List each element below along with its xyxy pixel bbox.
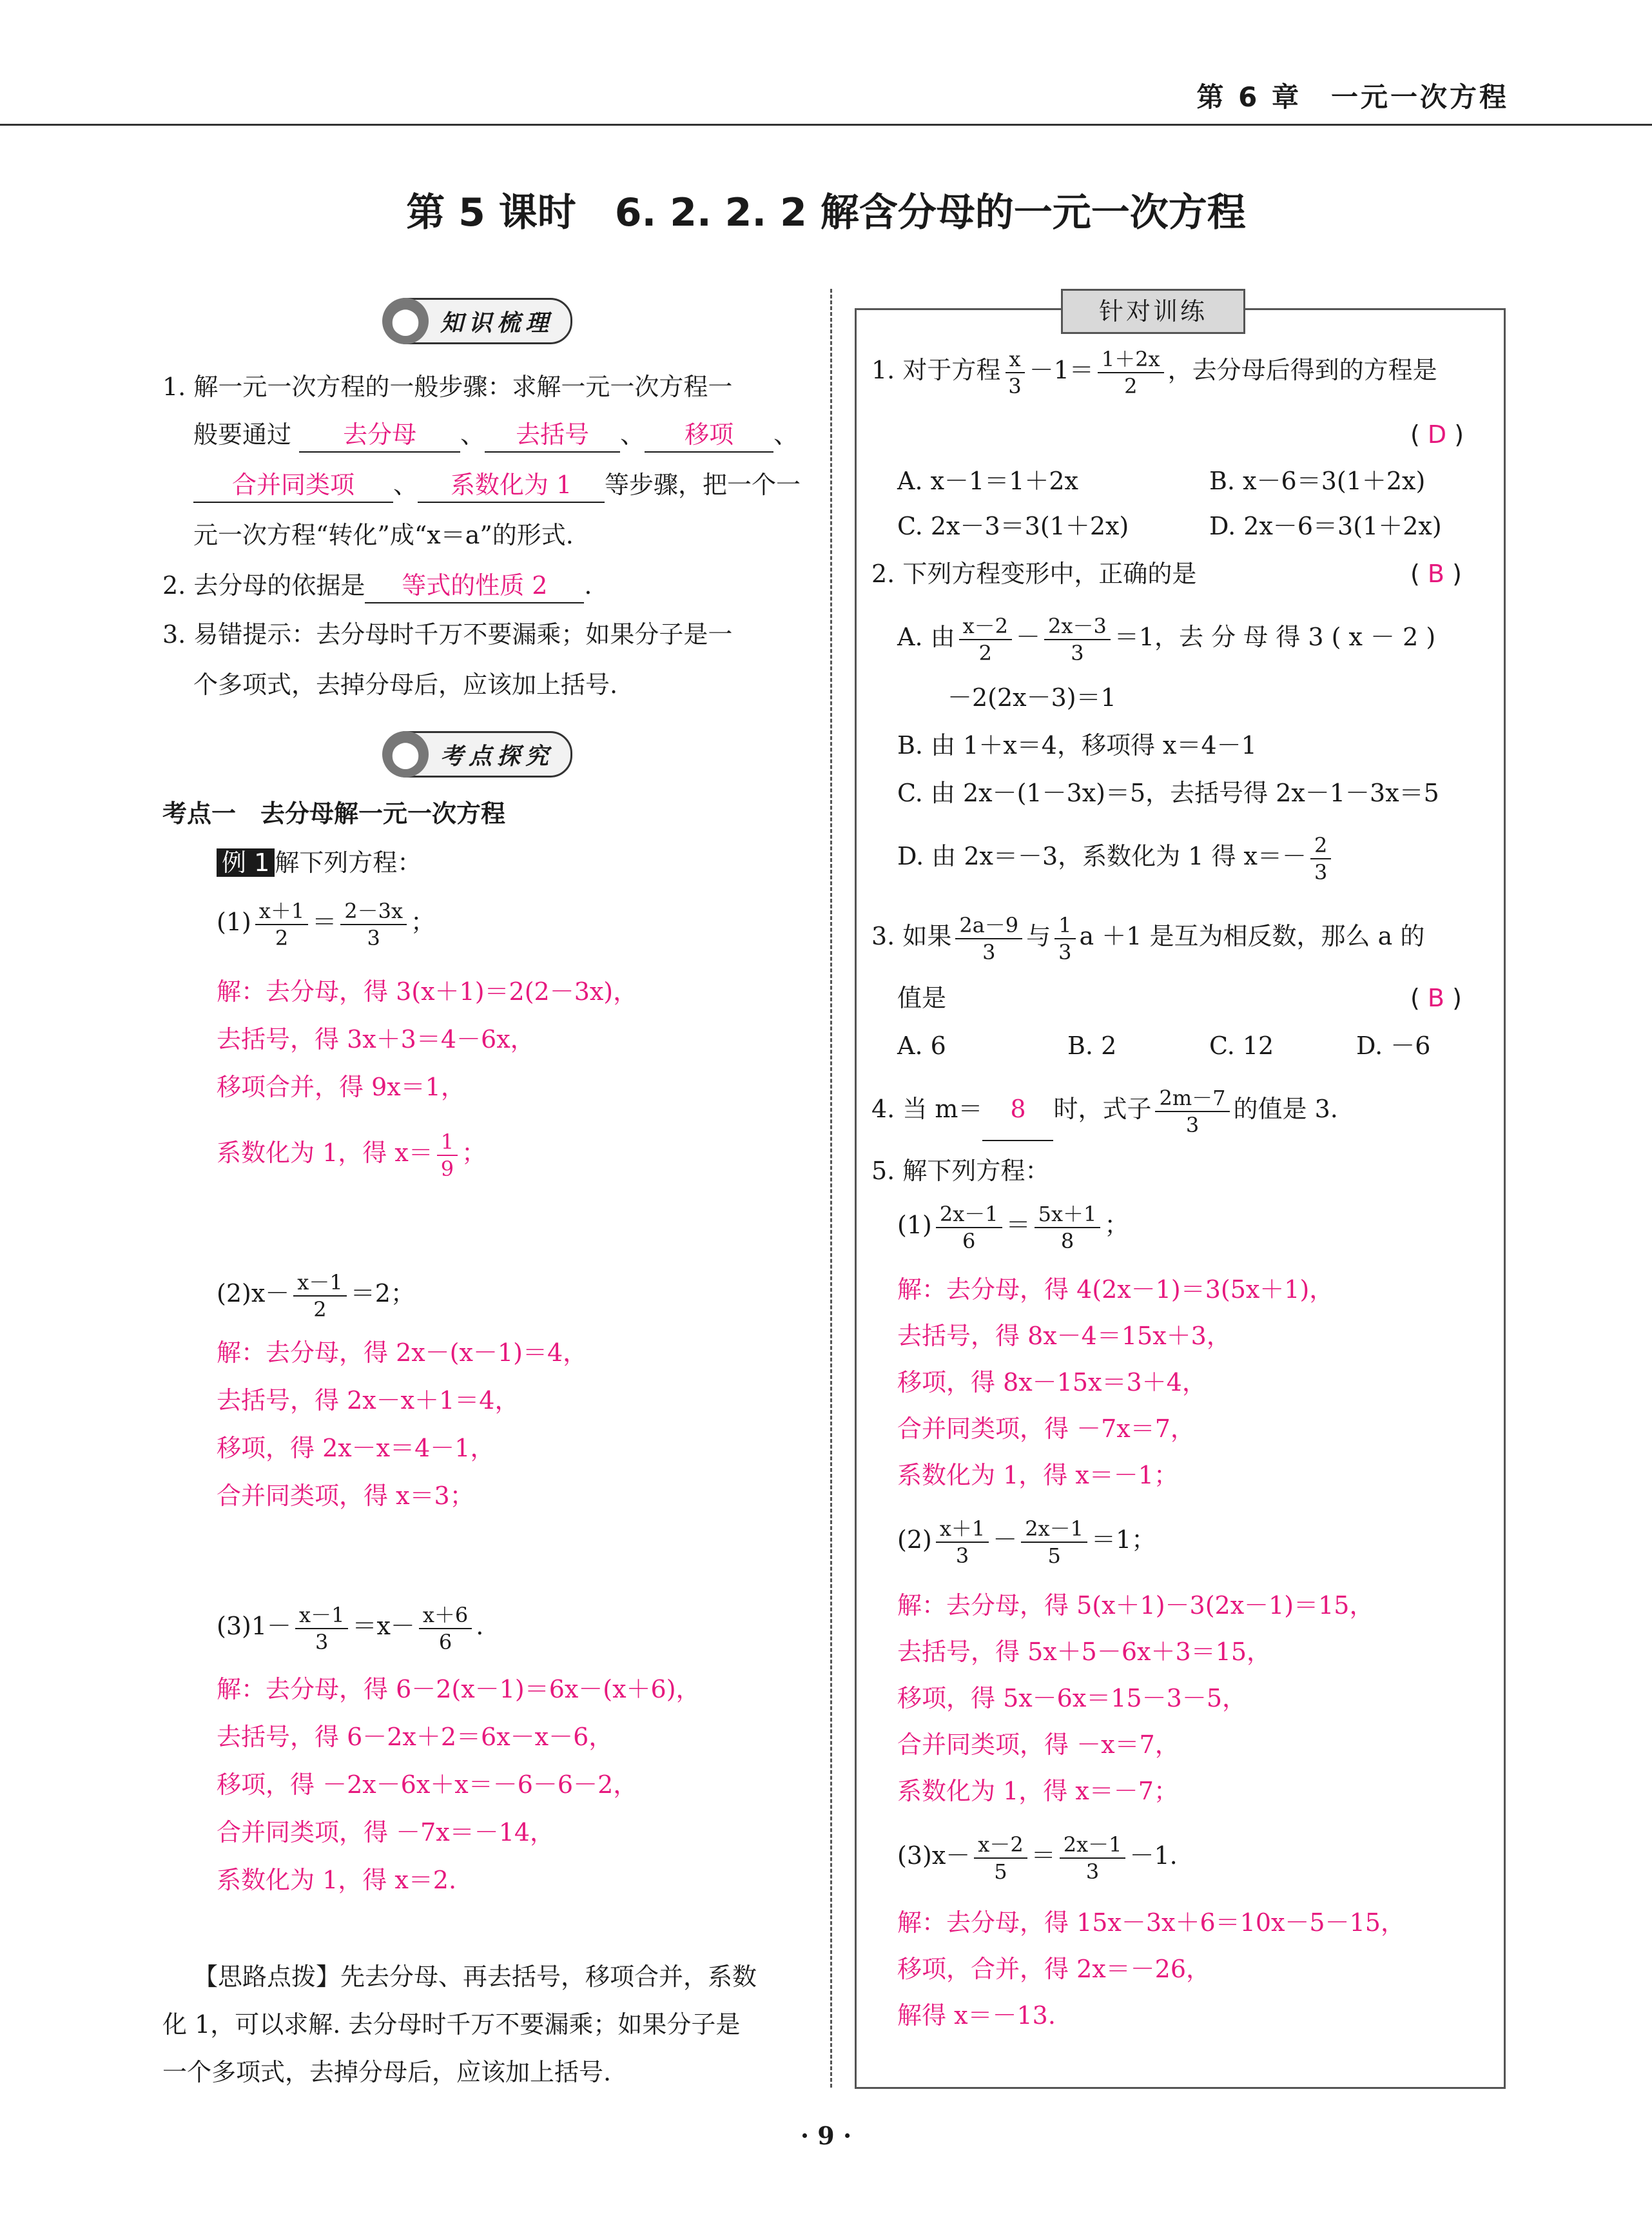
knowledge-1-line-c: 合并同类项 、 系数化为 1 等步骤，把一个一 (193, 468, 801, 503)
q3-option-c: C. 12 (1209, 1032, 1274, 1060)
q5-problem-2: (2) $\frac{x+1}{3}$ － $\frac{2x-1}{5}$ ＝1； (897, 1516, 1156, 1568)
solution-2-step-2: 去括号，得 2x－x＋1＝4， (217, 1386, 520, 1415)
solution-1-step-1: 解：去分母，得 3(x＋1)＝2(2－3x)， (217, 977, 638, 1006)
hint-line-a: 【思路点拨】先去分母、再去括号，移项合并，系数 (193, 1963, 757, 1991)
q5-1-step-4: 合并同类项，得 －7x＝7， (897, 1415, 1195, 1443)
topic-title: 考点一 去分母解一元一次方程 (162, 799, 506, 828)
q5-1-step-3: 移项，得 8x－15x＝3＋4， (897, 1368, 1207, 1396)
q2-answer: ( B ) (1410, 560, 1462, 588)
q5-problem-3: (3)x－ $\frac{x-2}{5}$ ＝ $\frac{2x-1}{3}$ －1. (897, 1832, 1178, 1884)
q5-1-step-1: 解：去分母，得 4(2x－1)＝3(5x＋1)， (897, 1275, 1334, 1304)
solution-1-step-4: 系数化为 1，得 x＝ $\frac{1}{9}$ ； (217, 1129, 487, 1181)
magnifier-icon: ⬤ (382, 731, 429, 778)
example-problem-3: (3)1－ $\frac{x-1}{3}$ ＝x－ $\frac{x+6}{6}$ . (217, 1602, 484, 1654)
q5-2-step-2: 去括号，得 5x＋5－6x＋3＝15， (897, 1638, 1272, 1666)
hint-line-b: 化 1，可以求解. 去分母时千万不要漏乘；如果分子是 (162, 2010, 741, 2039)
solution-3-step-3: 移项，得 －2x－6x＋x＝－6－6－2， (217, 1770, 638, 1799)
q5-2-step-3: 移项，得 5x－6x＝15－3－5， (897, 1684, 1247, 1712)
q5-stem: 5. 解下列方程： (871, 1157, 1050, 1185)
knowledge-3-line-a: 3. 易错提示：去分母时千万不要漏乘；如果分子是一 (162, 620, 733, 649)
q1-stem: 1. 对于方程 $\frac{x}{3}$ －1＝ $\frac{1+2x}{2}$ ，去分母后得到的方程是 (871, 346, 1437, 398)
blank-step-4: 合并同类项 (193, 468, 393, 503)
q1-answer: ( D ) (1410, 420, 1464, 449)
solution-2-step-3: 移项，得 2x－x＝4－1， (217, 1434, 495, 1462)
page-title: 第 5 课时 6. 2. 2. 2 解含分母的一元一次方程 (406, 190, 1246, 235)
q5-problem-1: (1) $\frac{2x-1}{6}$ ＝ $\frac{5x+1}{8}$ ； (897, 1201, 1129, 1253)
knowledge-1-line-d: 元一次方程“转化”成“x＝a”的形式. (193, 521, 574, 549)
q1-option-a: A. x－1＝1＋2x (897, 467, 1078, 495)
q4-stem: 4. 当 m＝ 8 时，式子 $\frac{2m-7}{3}$ 的值是 3. (871, 1078, 1338, 1141)
q5-1-step-2: 去括号，得 8x－4＝15x＋3， (897, 1322, 1231, 1350)
knowledge-1-line-a: 1. 解一元一次方程的一般步骤：求解一元一次方程一 (162, 373, 733, 401)
q2-option-d: D. 由 2x＝－3，系数化为 1 得 x＝－ $\frac{2}{3}$ (897, 825, 1335, 887)
blank-step-5: 系数化为 1 (418, 468, 605, 503)
q2-option-c: C. 由 2x－(1－3x)＝5，去括号得 2x－1－3x＝5 (897, 779, 1439, 807)
solution-1-step-2: 去括号，得 3x＋3＝4－6x， (217, 1025, 535, 1053)
q3-option-b: B. 2 (1067, 1032, 1117, 1060)
q3-option-a: A. 6 (897, 1032, 946, 1060)
column-divider (830, 289, 832, 2088)
q5-3-step-1: 解：去分母，得 15x－3x＋6＝10x－5－15， (897, 1908, 1405, 1937)
q2-option-a: A. 由 $\frac{x-2}{2}$ － $\frac{2x-3}{3}$ ＝1，去 分 母 得 3 ( x － 2 ) (897, 613, 1436, 665)
q1-option-d: D. 2x－6＝3(1＋2x) (1209, 512, 1442, 540)
solution-3-step-1: 解：去分母，得 6－2(x－1)＝6x－(x＋6)， (217, 1675, 701, 1703)
solution-3-step-4: 合并同类项，得 －7x＝－14， (217, 1818, 555, 1846)
q5-2-step-1: 解：去分母，得 5(x＋1)－3(2x－1)＝15， (897, 1591, 1374, 1620)
q5-3-step-2: 移项，合并，得 2x＝－26， (897, 1955, 1211, 1983)
chapter-header: 第 6 章 一元一次方程 (1196, 81, 1509, 113)
example-problem-1: (1) $\frac{x+1}{2}$ ＝ $\frac{2-3x}{3}$ ； (217, 898, 436, 950)
hint-line-c: 一个多项式，去掉分母后，应该加上括号. (162, 2058, 612, 2086)
section-badge-exploration: ⬤ 考点探究 (384, 731, 572, 778)
q1-option-c: C. 2x－3＝3(1＋2x) (897, 512, 1129, 540)
solution-1-step-3: 移项合并，得 9x＝1， (217, 1073, 465, 1101)
q2-option-a-cont: －2(2x－3)＝1 (947, 683, 1116, 712)
header-rule (0, 124, 1652, 126)
blank-basis: 等式的性质 2 (365, 569, 584, 603)
blank-step-3: 移项 (645, 418, 773, 453)
q5-1-step-5: 系数化为 1，得 x＝－1； (897, 1461, 1178, 1489)
q4-blank: 8 (982, 1078, 1053, 1141)
knowledge-3-line-b: 个多项式，去掉分母后，应该加上括号. (193, 671, 618, 699)
example-problem-2: (2)x－ $\frac{x-1}{2}$ ＝2； (217, 1269, 415, 1322)
q3-answer: ( B ) (1410, 984, 1462, 1012)
example-header: 例 1 解下列方程： (217, 846, 422, 879)
q2-option-b: B. 由 1＋x＝4，移项得 x＝4－1 (897, 731, 1257, 759)
section-badge-knowledge: ⬤ 知识梳理 (384, 298, 572, 344)
q2-stem: 2. 下列方程变形中，正确的是 (871, 560, 1197, 588)
location-pin-icon: ⬤ (382, 298, 429, 344)
q5-3-step-3: 解得 x＝－13. (897, 2001, 1056, 2030)
knowledge-1-line-b: 般要通过 去分母 、 去括号 、 移项 、 (193, 418, 798, 453)
practice-box-title: 针对训练 (1061, 289, 1245, 334)
knowledge-2: 2. 去分母的依据是 等式的性质 2 . (162, 569, 592, 603)
solution-2-step-1: 解：去分母，得 2x－(x－1)＝4， (217, 1338, 588, 1367)
q3-stem-cont: 值是 (897, 984, 947, 1012)
q1-option-b: B. x－6＝3(1＋2x) (1209, 467, 1426, 495)
solution-3-step-5: 系数化为 1，得 x＝2. (217, 1866, 457, 1894)
q5-2-step-5: 系数化为 1，得 x＝－7； (897, 1777, 1178, 1805)
solution-3-step-2: 去括号，得 6－2x＋2＝6x－x－6， (217, 1723, 614, 1751)
example-label: 例 1 (217, 848, 275, 877)
q5-2-step-4: 合并同类项，得 －x＝7， (897, 1730, 1180, 1759)
page-number: · 9 · (800, 2121, 852, 2150)
blank-step-1: 去分母 (299, 418, 460, 453)
q3-stem: 3. 如果 $\frac{2a-9}{3}$ 与 $\frac{1}{3}$ a ＋1 是互为相反数，那么 a 的 (871, 912, 1425, 965)
q3-option-d: D. －6 (1356, 1032, 1431, 1060)
blank-step-2: 去括号 (485, 418, 620, 453)
solution-2-step-4: 合并同类项，得 x＝3； (217, 1482, 474, 1510)
